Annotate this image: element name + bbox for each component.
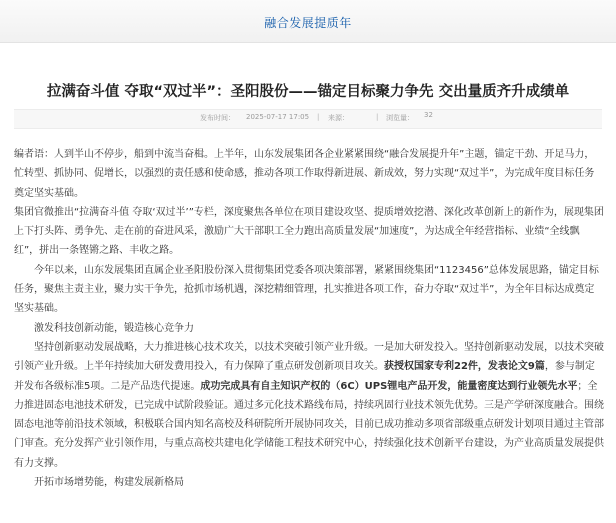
article-title: 拉满奋斗值 夺取“双过半”：圣阳股份——锚定目标聚力争先 交出量质齐升成绩单: [46, 84, 570, 100]
views-count: 32: [424, 111, 433, 119]
section-header-bar: [0, 0, 616, 43]
paragraph-text: 坚持创新驱动发展战略，大力推进核心技术攻关，以技术突破引领产业升级。一是加大研发投入。坚持创新驱动发展，以技术突破引领产业升级。上半年持续加大研发费用投入，有力保障了重点研发创新项目攻关。: [14, 341, 604, 373]
meta-separator: |: [317, 113, 320, 121]
subheading: 开拓市场增势能，构建发展新格局: [34, 477, 184, 489]
publish-time: 2025-07-17 17:05: [246, 113, 310, 121]
paragraph-text: ，参与制定并发布各级标准5项。二是产品迭代提速。: [14, 361, 595, 392]
publish-label: 发布时间：: [200, 114, 235, 122]
intro-paragraph: 今年以来，山东发展集团直属企业圣阳股份深入贯彻集团党委各项决策部署，紧紧围绕集团“1123456”总体发展思路，锚定目标任务，聚焦主责主业，聚力实干争先，抢抓市场机遇，深挖精细管理，扎实推进各项工作，奋力夺取“双过半”，为全年目标达成奠定坚实基础。: [14, 264, 599, 315]
meta-separator: |: [376, 113, 379, 121]
body-paragraph: [14, 338, 604, 473]
subheading: 激发科技创新动能，锻造核心竞争力: [34, 322, 194, 334]
editor-note-paragraph: 集团官微推出“拉满奋斗值 夺取‘双过半’”专栏，深度聚焦各单位在项目建设攻坚、提质增效挖潜、深化改革创新上的新作为，展现集团上下打头阵、勇争先、走在前的奋进风采，激励广大干部职工全力跑出高质量发展“加速度”，为达成全年经营指标、业绩“全线飘红”，拼出一条铿锵之路、丰收之路。: [14, 206, 604, 257]
editor-note-paragraph: 编者语：人到半山不停步，船到中流当奋楫。上半年，山东发展集团各企业紧紧围绕“融合发展提升年”主题，锚定干劲、开足马力，忙转型、抓协同、促增长，以强烈的责任感和使命感，推动各项工作取得新进展、新成效，努力实现“双过半”，为完成年度目标任务奠定坚实基础。: [14, 149, 595, 199]
section-title[interactable]: 融合发展提质年: [264, 16, 352, 30]
article-body: [14, 145, 604, 492]
article-meta-bar: [14, 109, 602, 129]
highlight-text: 获授权国家专利22件，发表论文9篇: [384, 361, 545, 373]
paragraph-text: ；全力推进固态电池技术研发，已完成中试阶段验证。通过多元化技术路线布局，持续巩固行业技术领先优势。三是产学研深度融合。围绕固态电池等前沿技术领域，积极联合国内知名高校及科研院所开展协同攻关，目前已成功推动多项省部级重点研发计划项目通过主管部门审查。充分发挥产业引领作用，与重点高校共建电化学储能工程技术研究中心，持续强化技术创新平台建设，为产业高质量发展提供有力支撑。: [14, 380, 604, 469]
highlight-text: 成功完成具有自主知识产权的（6C）UPS锂电产品开发，能量密度达到行业领先水平: [200, 380, 578, 392]
source-label: 来源：: [328, 114, 349, 122]
views-label: 浏览量：: [386, 114, 414, 122]
